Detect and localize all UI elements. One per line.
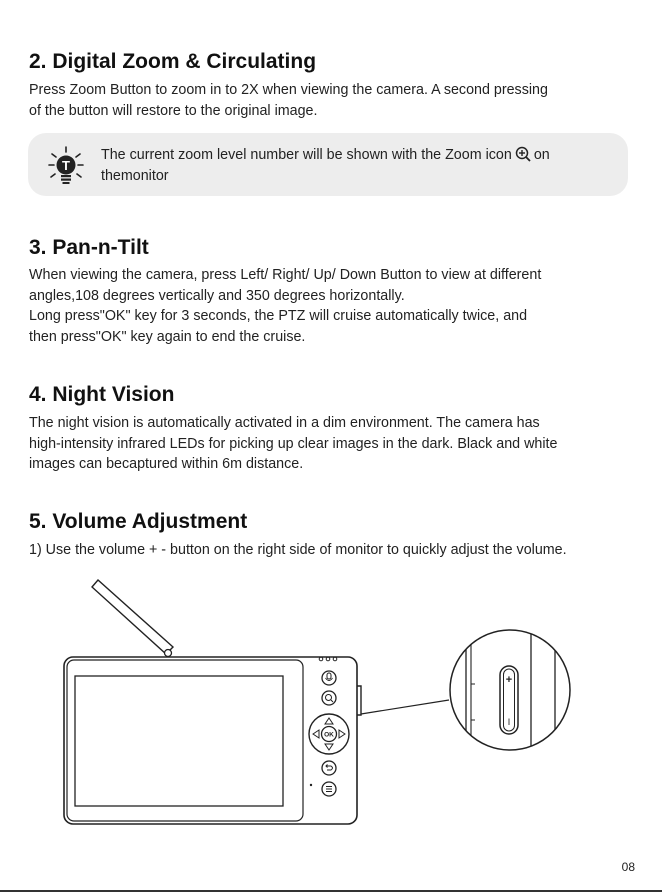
section-title-zoom: 2. Digital Zoom & Circulating [29,50,317,73]
volume-paragraph [29,540,567,561]
pan-line: Long press"OK" key for 3 seconds, the PTZ will cruise automatically twice, and [29,308,528,324]
tip-line-1 [101,145,550,166]
volume-plus-label: + [505,674,513,686]
mic-icon [322,671,336,685]
tip-text-before: The current zoom level number will be shown with the Zoom icon [101,147,512,163]
night-paragraph [29,413,557,475]
tip-box [28,133,628,196]
ok-label: OK [324,731,334,739]
zoom-icon [515,146,531,162]
back-icon [322,761,336,775]
night-line: The night vision is automatically activated in a dim environment. The camera has [29,415,540,431]
volume-minus-label: I [507,717,511,727]
pan-paragraph [29,265,541,347]
monitor-illustration [0,570,662,830]
night-line: high-intensity infrared LEDs for picking up clear images in the dark. Black and white [29,435,558,452]
volume-rocker-icon [450,630,570,750]
section-title-volume: 5. Volume Adjustment [29,510,248,533]
bottom-divider [0,890,662,892]
tip-text [101,145,550,186]
tip-line-2: themonitor [101,167,169,184]
zoom-line: of the button will restore to the original image. [29,102,318,119]
pan-line: then press"OK" key again to end the cruise. [29,328,306,345]
zoom-paragraph [29,80,548,121]
section-title-pan-tilt: 3. Pan-n-Tilt [29,236,149,259]
antenna [92,580,173,657]
menu-icon [322,782,336,796]
tip-lightbulb-icon [48,146,84,186]
pan-line: When viewing the camera, press Left/ Right/ Up/ Down Button to view at different [29,267,542,283]
section-title-night-vision: 4. Night Vision [29,383,175,406]
pan-line: angles,108 degrees vertically and 350 degrees horizontally. [29,287,405,304]
tip-text-after: on [533,147,550,163]
monitor-screen [75,676,283,806]
svg-text:T: T [62,158,70,173]
zoom-button-icon [322,691,336,705]
page-number: 08 [621,860,635,874]
volume-line: 1) Use the volume + - button on the right side of monitor to quickly adjust the volume. [29,542,567,558]
zoom-line: Press Zoom Button to zoom in to 2X when viewing the camera. A second pressing [29,82,548,98]
night-line: images can becaptured within 6m distance. [29,456,304,472]
